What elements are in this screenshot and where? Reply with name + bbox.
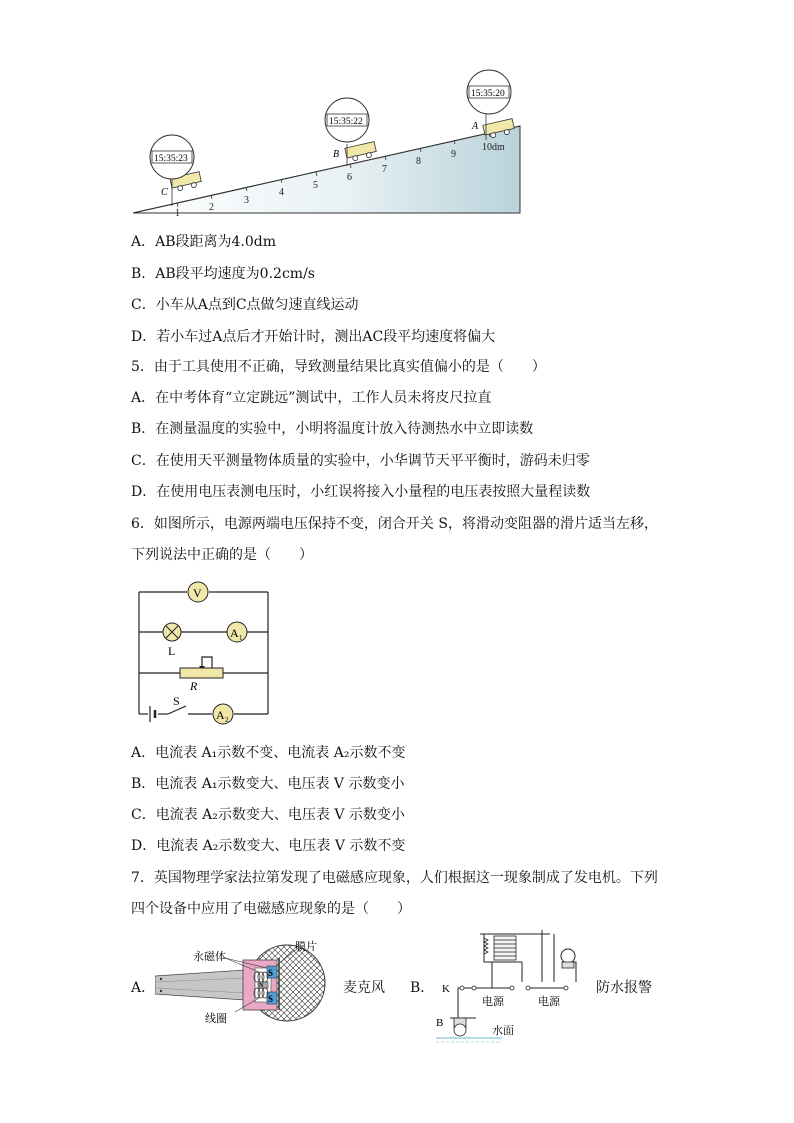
q4-option-b: B．AB段平均速度为0.2cm/s — [131, 266, 315, 282]
resistor-label: R — [190, 679, 198, 693]
q7-option-a-caption: 麦克风 — [343, 980, 385, 996]
q4-option-a: A．AB段距离为4.0dm — [131, 234, 277, 250]
svg-text:N: N — [259, 983, 264, 989]
resistor-icon — [180, 668, 223, 678]
q6-option-c: C．电流表 A₂示数变大、电压表 V 示数变小 — [131, 807, 405, 823]
q5-option-a: A．在中考体育“立定跳远”测试中，工作人员未将皮尺拉直 — [131, 390, 492, 406]
svg-text:A: A — [230, 626, 239, 640]
q7-stem-line2: 四个设备中应用了电磁感应现象的是（ ） — [131, 901, 411, 917]
svg-text:V: V — [193, 586, 202, 600]
tick-label: 5 — [313, 180, 318, 191]
k-label: K — [442, 983, 450, 995]
q6-option-a: A．电流表 A₁示数不变、电流表 A₂示数不变 — [131, 745, 406, 761]
q4-option-c: C．小车从A点到C点做匀速直线运动 — [131, 297, 359, 313]
microphone-figure — [155, 938, 335, 1028]
q6-option-d: D．电流表 A₂示数变大、电压表 V 示数不变 — [131, 838, 406, 854]
clock-a-time: 15:35:20 — [471, 89, 505, 99]
magnet-label: 永磁体 — [193, 951, 226, 963]
point-label-a: A — [472, 121, 479, 132]
source2-label: 电源 — [538, 996, 560, 1008]
tick-label: 8 — [416, 156, 421, 167]
svg-text:S: S — [268, 994, 274, 1004]
q6-option-b: B．电流表 A₁示数变大、电压表 V 示数变小 — [131, 776, 405, 792]
q4-option-d: D．若小车过A点后才开始计时，测出AC段平均速度将偏大 — [131, 329, 496, 345]
q7-stem-line1: 7．英国物理学家法拉第发现了电磁感应现象，人们根据这一现象制成了发电机。下列 — [131, 870, 658, 886]
q6-stem-line2: 下列说法中正确的是（ ） — [131, 547, 313, 563]
point-label-c: C — [161, 187, 168, 198]
circuit-diagram — [130, 580, 275, 725]
tick-label: 7 — [382, 164, 387, 175]
water-alarm-figure — [432, 926, 592, 1046]
clock-b-time: 15:35:22 — [329, 117, 363, 127]
tick-label: 9 — [451, 149, 456, 160]
clock-c-time: 15:35:23 — [154, 154, 188, 164]
q5-option-d: D．在使用电压表测电压时，小红误将接入小量程的电压表按照大量程读数 — [131, 484, 591, 500]
source1-label: 电源 — [482, 996, 504, 1008]
b-label: B — [436, 1017, 444, 1029]
tick-label: 2 — [209, 202, 214, 213]
tick-label: 4 — [279, 187, 284, 198]
svg-text:2: 2 — [225, 716, 229, 724]
switch-label: S — [173, 694, 180, 708]
svg-text:S: S — [268, 968, 274, 978]
svg-text:A: A — [216, 708, 225, 722]
tick-label: 3 — [244, 195, 249, 206]
lamp-label: L — [168, 644, 176, 658]
tick-label: 1 — [175, 208, 180, 216]
incline-figure — [128, 68, 538, 216]
q5-option-b: B．在测量温度的实验中，小明将温度计放入待测热水中立即读数 — [131, 421, 534, 437]
q5-stem: 5．由于工具使用不正确，导致测量结果比真实值偏小的是（ ） — [131, 359, 546, 375]
coil-label: 线圈 — [205, 1013, 227, 1025]
point-label-b: B — [333, 149, 340, 160]
q7-option-b-caption: 防水报警 — [596, 980, 652, 996]
q6-stem-line1: 6．如图所示，电源两端电压保持不变，闭合开关 S，将滑动变阻器的滑片适当左移， — [131, 516, 658, 532]
q7-option-a-letter: A． — [131, 980, 156, 996]
svg-text:1: 1 — [239, 634, 243, 642]
q5-option-c: C．在使用天平测量物体质量的实验中，小华调节天平平衡时，游码未归零 — [131, 453, 590, 469]
film-label: 膜片 — [295, 941, 317, 953]
q7-option-b-letter: B． — [410, 980, 435, 996]
bulb-icon — [561, 949, 575, 963]
tick-label: 10dm — [482, 142, 505, 153]
tick-label: 6 — [347, 172, 352, 183]
water-label: 水面 — [492, 1025, 514, 1037]
